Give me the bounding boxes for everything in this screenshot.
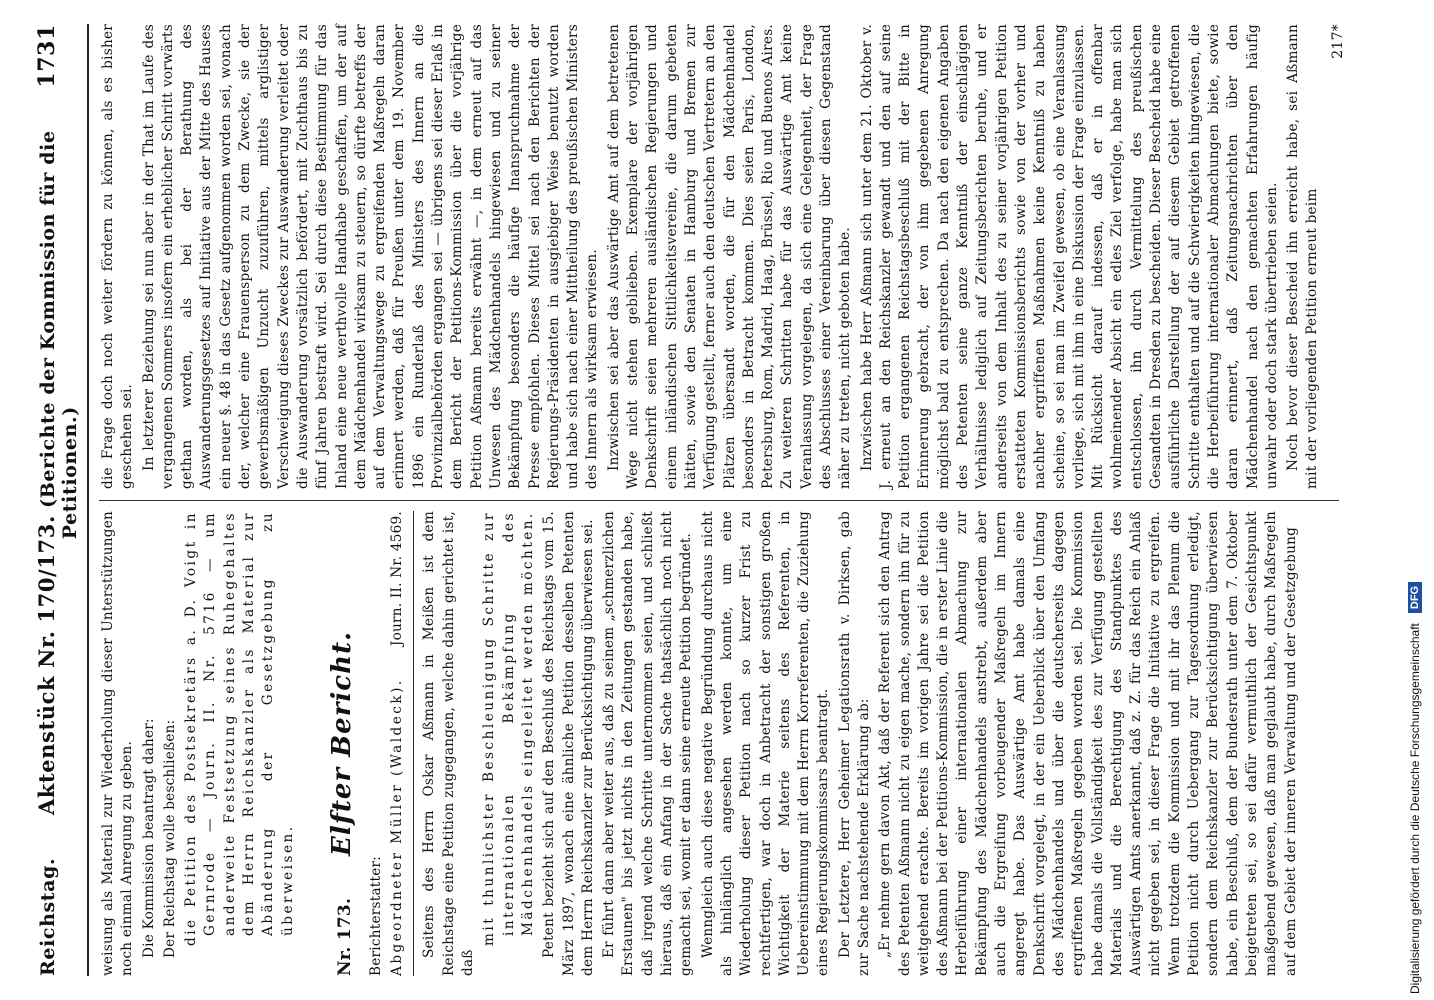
signature-mark: 217*: [1329, 24, 1346, 59]
paragraph: weisung als Material zur Wiederholung dieser Unterstützungen noch einmal Anregung zu geben.: [100, 511, 136, 976]
journal-number: Journ. II. Nr. 4569.: [389, 511, 406, 647]
paragraph: Seitens des Herrn Oskar Aßmann in Meißen ist dem Reichstage eine Petition zugegangen, welche dahin gerichtet ist, daß: [421, 511, 477, 976]
column-left: [99, 511, 1339, 976]
dfg-logo: DFG: [1408, 582, 1422, 613]
digitization-credit: [1400, 6, 1430, 994]
paragraph: „Er nehme gern davon Akt, daß der Referent sich den Antrag des Petenten Aßmann nicht zu eigen mache, sondern ihn für zu weitgehend erachte. Bereits im vorigen Jahre sei die Petition des Aßmann bei der Petitions-Kommission, die in erster Linie die Herbeiführung einer internationalen Abmachung zur Bekämpfung des Mädchenhandels anstrebt, außerdem aber auch die Ergreifung vorbeugender Maßregeln im Innern angeregt habe. Das Auswärtige Amt habe damals eine Denkschrift vorgelegt, in der ein Ueberblick über den Umfang des Mädchenhandels und über die deutscherseits dagegen ergriffenen Maßregeln gegeben worden sei. Die Kommission habe damals die Vollständigkeit des zur Verfügung gestellten Materials und die Berechtigung des Standpunktes des Auswärtigen Amts anerkannt, daß z. Z. für das Reich ein Anlaß nicht gegeben sei, in dieser Frage die Initiative zu ergreifen. Wenn trotzdem die Kommission und mit ihr das Plenum die Petition nicht durch Uebergang zur Tagesordnung erledigt, sondern dem Reichskanzler zur Berücksichtigung überwiesen habe, ein Beschluß, dem der Bundesrath unter dem 7. Oktober beigetreten sei, so sei dafür vermuthlich der Gesichtspunkt maßgebend gewesen, daß man geglaubt habe, durch Maßregeln auf dem Gebiet der inneren Verwaltung und der Gesetzgebung: [877, 511, 1299, 976]
paragraph: Er führt dann aber weiter aus, daß zu seinem „schmerzlichen Erstaunen" bis jetzt nichts in den Zeitungen gestanden habe, daß irgend welche Schritte unternommen seien, und schließt hieraus, daß ein Anfang in der Sache thatsächlich noch nicht gemacht sei, womit er dann seine erneute Petition begründet.: [601, 511, 695, 976]
divider: [413, 511, 414, 976]
paragraph: Wenngleich auch diese negative Begründung durchaus nicht als hinlänglich angesehen werden konnte, um eine Wiederholung dieser Petition nach so kurzer Frist zu rechtfertigen, war doch in Anbetracht der sonstigen großen Wichtigkeit der Materie seitens des Referenten, in Uebereinstimmung mit dem Herrn Korreferenten, die Zuziehung eines Regierungskommissars beantragt.: [699, 511, 832, 976]
report-number: Nr. 173.: [334, 897, 355, 976]
header-center: [34, 88, 81, 858]
paragraph: Die Kommission beantragt daher:: [140, 718, 157, 958]
report-title: Elfter Bericht.: [326, 630, 357, 856]
paragraph: Inzwischen sei aber das Auswärtige Amt auf dem betretenen Wege nicht stehen geblieben. Exemplare der vorjährigen Denkschrift seien mehreren ausländischen Regierungen und einem inländischen Sittlichkeitsvereine, die darum gebeten hätten, sowie den Senaten in Hamburg und Bremen zur Verfügung gestellt, ferner auch den deutschen Vertretern an den Plätzen übersandt worden, die für den Mädchenhandel besonders in Betracht kommen. Dies seien Paris, London, Petersburg, Rom, Madrid, Haag, Brüssel, Rio und Buenos Aires. Zu weiteren Schritten habe für das Auswärtige Amt keine Veranlassung vorgelegen, da sich eine Gelegenheit, der Frage des Abschlusses einer Vereinbarung über diesen Gegenstand näher zu treten, nicht geboten habe.: [605, 24, 854, 489]
paragraph: Noch bevor dieser Bescheid ihn erreicht habe, sei Aßmann mit der vorliegenden Petition erneut beim: [1285, 24, 1321, 489]
report-heading: [324, 511, 361, 976]
paragraph: Der Reichstag wolle beschließen:: [161, 719, 178, 958]
credit-text: Digitalisierung gefördert durch die Deutsche Forschungsgemeinschaft: [1408, 623, 1422, 994]
page-number: 1731: [34, 24, 60, 88]
header-center-prefix: Aktenstück Nr. 170/173.: [34, 515, 59, 816]
column-right: [99, 24, 1346, 489]
running-head: [34, 24, 89, 976]
paragraph: die Frage doch noch weiter fördern zu können, als es bisher geschehen sei.: [100, 24, 136, 489]
paragraph: Inzwischen habe Herr Aßmann sich unter dem 21. Oktober v. J. erneut an den Reichskanzler gewandt und den auf seine Petition ergangenen Reichstagsbeschluß mit der Bitte in Erinnerung gebracht, der von ihm gegebenen Anregung möglichst bald zu entsprechen. Da nach den eigenen Angaben des Petenten seine ganze Kenntniß der einschlägigen Verhältnisse lediglich auf Zeitungsberichten beruhe, und er anderseits von dem Inhalt des zu seiner vorjährigen Petition erstatteten Kommissionsberichts sowie von der vorher und nachher ergriffenen Maßnahmen keine Kenntniß zu haben scheine, so sei man im Zweifel gewesen, ob eine Veranlassung vorliege, sich mit ihm in eine Diskussion der Frage einzulassen. Mit Rücksicht darauf indessen, daß er in offenbar wohlmeinender Absicht ein edles Ziel verfolge, habe man sich entschlossen, ihn durch Vermittelung des preußischen Gesandten in Dresden zu bescheiden. Dieser Bescheid habe eine ausführliche Darstellung der auf diesem Gebiet getroffenen Schritte enthalten und auf die Schwierigkeiten hingewiesen, die die Herbeiführung internationaler Abmachungen biete, sowie daran erinnert, daß Zeitungsnachrichten über den Mädchenhandel nach den gemachten Erfahrungen häufig unwahr oder doch stark übertrieben seien.: [858, 24, 1280, 489]
resolution-text: die Petition des Postsekretärs a. D. Voigt in Gernrode — Journ. II. Nr. 5716 — um anderweite Festsetzung seines Ruhegehaltes dem Herrn Reichskanzler als Material zur Abänderung der Gesetzgebung zu überweisen.: [183, 511, 296, 946]
credit-rotated: [1400, 6, 1430, 994]
text-columns: [99, 24, 1346, 976]
paragraph: Der Letztere, Herr Geheimer Legationsrath v. Dirksen, gab zur Sache nachstehende Erklärung ab:: [836, 511, 872, 976]
petition-request: mit thunlichster Beschleunigung Schritte zur internationalen Bekämpfung des Mädchenhandels eingeleitet werden möchten.: [481, 511, 536, 946]
header-center-paren: (Berichte der Kommission für die Petitionen.): [37, 130, 81, 540]
paragraph: Petent bezieht sich auf den Beschluß des Reichstags vom 15. März 1897, wonach eine ähnliche Petition desselben Petenten dem Herrn Reichskanzler zur Berücksichtigung überwiesen sei.: [541, 511, 596, 976]
header-left: Reichstag.: [37, 857, 59, 976]
reporter-row: [388, 511, 407, 976]
paragraph: In letzterer Beziehung sei nun aber in der That im Laufe des vergangenen Sommers insofern ein erheblicher Schritt vorwärts gethan worden, als bei der Berathung des Auswanderungsgesetzes auf Initiative aus der Mitte des Hauses ein neuer §. 48 in das Gesetz aufgenommen worden sei, wonach der, welcher eine Frauensperson zu dem Zwecke, sie der gewerbsmäßigen Unzucht zuzuführen, mittels arglistiger Verschweigung dieses Zweckes zur Auswanderung verleitet oder die Auswanderung vorsätzlich befördert, mit Zuchthaus bis zu fünf Jahren bestraft wird. Sei durch diese Bestimmung für das Inland eine neue werthvolle Handhabe geschaffen, um der auf dem Mädchenhandel wirksam zu steuern, so dürfte betreffs der auf dem Verwaltungswege zu ergreifenden Maßregeln daran erinnert werden, daß für Preußen unter dem 19. November 1896 ein Runderlaß des Ministers des Innern an die Provinzialbehörden ergangen sei — übrigens sei dieser Erlaß in dem Bericht der Petitions-Kommission über die vorjährige Petition Aßmann bereits erwähnt —, in dem erneut auf das Unwesen des Mädchenhandels hingewiesen und zu seiner Bekämpfung besonders die häufige Inanspruchnahme der Presse empfohlen. Dieses Mittel sei nach den Berichten der Regierungs-Präsidenten in ausgiebiger Weise benutzt worden und habe sich nach einer Mittheilung des preußischen Ministers des Innern als wirksam erwiesen.: [140, 24, 601, 489]
reporter-label: Berichterstatter:: [367, 855, 384, 976]
reporter-name: Abgeordneter Müller (Waldeck).: [389, 678, 406, 976]
